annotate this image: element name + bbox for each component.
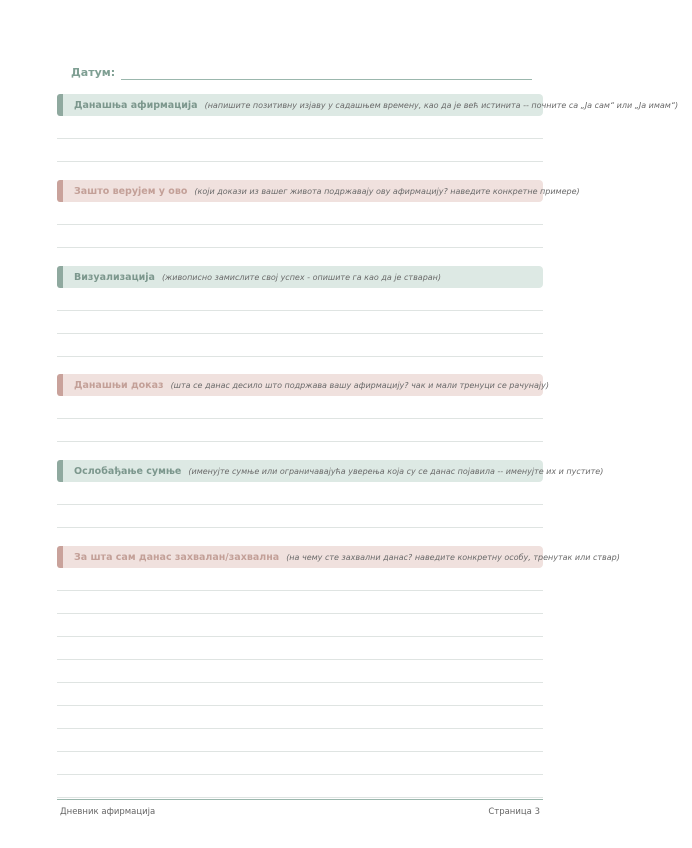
writing-line[interactable] <box>57 660 543 683</box>
section-gratitude <box>57 546 620 798</box>
writing-line[interactable] <box>57 334 543 357</box>
writing-lines[interactable] <box>57 288 543 357</box>
accent-bar <box>57 180 63 202</box>
footer-divider <box>57 799 543 800</box>
writing-line[interactable] <box>57 202 543 225</box>
accent-bar <box>57 266 63 288</box>
section-hint: (који докази из вашег живота подржавају ову афирмацију? наведите конкретне примере) <box>194 186 580 196</box>
writing-line[interactable] <box>57 116 543 139</box>
writing-line[interactable] <box>57 311 543 334</box>
section-title: Визуализација <box>74 271 155 283</box>
writing-lines[interactable] <box>57 482 543 528</box>
accent-bar <box>57 374 63 396</box>
writing-lines[interactable] <box>57 202 543 248</box>
writing-lines[interactable] <box>57 568 543 798</box>
writing-line[interactable] <box>57 706 543 729</box>
writing-line[interactable] <box>57 591 543 614</box>
accent-bar <box>57 460 63 482</box>
date-row <box>71 62 532 80</box>
section-header <box>57 546 620 568</box>
accent-bar <box>57 94 63 116</box>
section-header <box>57 374 549 396</box>
writing-line[interactable] <box>57 568 543 591</box>
section-header <box>57 180 580 202</box>
section-releasing-doubt <box>57 460 604 528</box>
writing-line[interactable] <box>57 482 543 505</box>
writing-line[interactable] <box>57 752 543 775</box>
section-header <box>57 460 604 482</box>
writing-line[interactable] <box>57 139 543 162</box>
writing-line[interactable] <box>57 775 543 798</box>
section-title: Данашња афирмација <box>74 99 198 111</box>
section-todays-affirmation <box>57 94 679 162</box>
section-title: Зашто верујем у ово <box>74 185 188 197</box>
writing-lines[interactable] <box>57 396 543 442</box>
section-hint: (на чему сте захвални данас? наведите конкретну особу, тренутак или ствар) <box>286 552 620 562</box>
writing-line[interactable] <box>57 396 543 419</box>
writing-line[interactable] <box>57 288 543 311</box>
footer-journal-name: Дневник афирмација <box>60 807 156 817</box>
writing-lines[interactable] <box>57 116 543 162</box>
section-title: За шта сам данас захвалан/захвална <box>74 551 280 563</box>
section-header <box>57 94 679 116</box>
section-title: Данашњи доказ <box>74 379 164 391</box>
section-hint: (живописно замислите свој успех - опишите га као да је стваран) <box>161 272 442 282</box>
writing-line[interactable] <box>57 505 543 528</box>
writing-line[interactable] <box>57 225 543 248</box>
section-why-i-believe <box>57 180 580 248</box>
section-title: Ослобађање сумње <box>74 465 182 477</box>
writing-line[interactable] <box>57 614 543 637</box>
section-hint: (шта се данас десило што подржава вашу афирмацију? чак и мали тренуци се рачунају) <box>170 380 549 390</box>
section-todays-proof <box>57 374 549 442</box>
accent-bar <box>57 546 63 568</box>
footer-page-number: Страница 3 <box>488 807 540 817</box>
section-hint: (напишите позитивну изјаву у садашњем времену, као да је већ истинита -- почните са „Ја сам“ или „Ја имам“) <box>204 100 679 110</box>
section-hint: (именујте сумње или ограничавајућа уверења која су се данас појавила -- именујте их и пустите) <box>188 466 604 476</box>
section-header <box>57 266 543 288</box>
writing-line[interactable] <box>57 683 543 706</box>
writing-line[interactable] <box>57 419 543 442</box>
date-label: Датум: <box>71 66 116 79</box>
writing-line[interactable] <box>57 637 543 660</box>
section-visualization <box>57 266 543 357</box>
writing-line[interactable] <box>57 729 543 752</box>
date-input-line[interactable] <box>121 65 532 80</box>
